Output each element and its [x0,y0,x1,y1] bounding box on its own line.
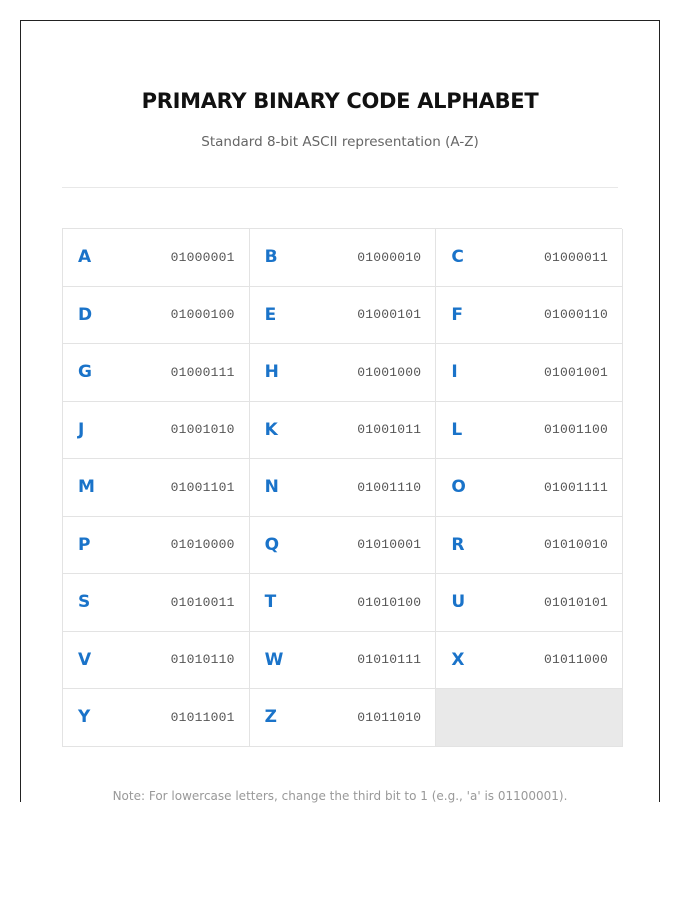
letter-label: K [264,419,278,440]
binary-code: 01000001 [170,249,235,265]
letter-label: X [451,649,465,670]
letter-cell-w [250,632,437,690]
letter-label: D [78,304,93,325]
letter-label: Y [78,707,91,728]
binary-code: 01001100 [543,422,608,438]
page-subtitle: Standard 8-bit ASCII representation (A-Z) [201,134,479,150]
binary-code: 01010000 [170,537,235,553]
letter-cell-a [63,229,250,287]
letter-cell-d [63,287,250,345]
letter-label: G [78,362,92,383]
letter-cell-m [63,459,250,517]
letter-cell-u [436,574,623,632]
letter-label: O [451,477,466,498]
letter-label: P [78,534,91,555]
letter-cell-l [436,402,623,460]
letter-cell-f [436,287,623,345]
letter-cell-n [250,459,437,517]
binary-code: 01010010 [543,537,608,553]
binary-code: 01000100 [170,307,235,323]
letter-cell-g [63,344,250,402]
letter-label: T [264,592,277,613]
letter-cell-x [436,632,623,690]
letter-label: J [78,419,85,440]
letter-label: Q [264,534,280,555]
binary-code: 01000010 [357,249,422,265]
binary-code: 01001111 [543,479,608,495]
letter-cell-c [436,229,623,287]
binary-code: 01010011 [170,594,235,610]
letter-cell-z [250,689,437,747]
letter-label: A [78,247,92,268]
letter-cell-b [250,229,437,287]
letter-cell-q [250,517,437,575]
page-title: PRIMARY BINARY CODE ALPHABET [141,89,539,113]
binary-code: 01001110 [357,479,422,495]
binary-code: 01001011 [357,422,422,438]
binary-code: 01010100 [357,594,422,610]
letter-cell-p [63,517,250,575]
letter-label: I [451,362,458,383]
footer-note: Note: For lowercase letters, change the third bit to 1 (e.g., 'a' is 01100001). [112,789,568,803]
letter-label: H [264,362,279,383]
binary-code: 01010111 [357,652,422,668]
letter-cell-k [250,402,437,460]
binary-code: 01001000 [357,364,422,380]
binary-code: 01001101 [170,479,235,495]
letter-label: L [451,419,463,440]
letter-label: N [264,477,279,498]
binary-alphabet-grid [62,228,622,747]
letter-label: E [264,304,277,325]
letter-cell-i [436,344,623,402]
letter-cell-r [436,517,623,575]
alphabet-card [20,20,660,802]
binary-code: 01000011 [543,249,608,265]
letter-label: R [451,534,465,555]
binary-code: 01010110 [170,652,235,668]
letter-label: M [78,477,95,498]
letter-label: B [264,247,278,268]
letter-label: C [451,247,464,268]
binary-code: 01001001 [543,364,608,380]
divider [62,187,618,188]
letter-cell-j [63,402,250,460]
binary-code: 01010101 [543,594,608,610]
letter-label: W [264,649,284,670]
letter-cell-h [250,344,437,402]
binary-code: 01000101 [357,307,422,323]
letter-cell-e [250,287,437,345]
letter-cell-o [436,459,623,517]
letter-cell-v [63,632,250,690]
empty-cell [436,689,623,747]
letter-cell-y [63,689,250,747]
binary-code: 01011000 [543,652,608,668]
binary-code: 01000110 [543,307,608,323]
binary-code: 01001010 [170,422,235,438]
letter-cell-t [250,574,437,632]
letter-label: U [451,592,466,613]
letter-label: S [78,592,91,613]
binary-code: 01011001 [170,709,235,725]
letter-label: V [78,649,92,670]
binary-code: 01011010 [357,709,422,725]
letter-label: F [451,304,463,325]
binary-code: 01010001 [357,537,422,553]
letter-cell-s [63,574,250,632]
binary-code: 01000111 [170,364,235,380]
letter-label: Z [264,707,277,728]
